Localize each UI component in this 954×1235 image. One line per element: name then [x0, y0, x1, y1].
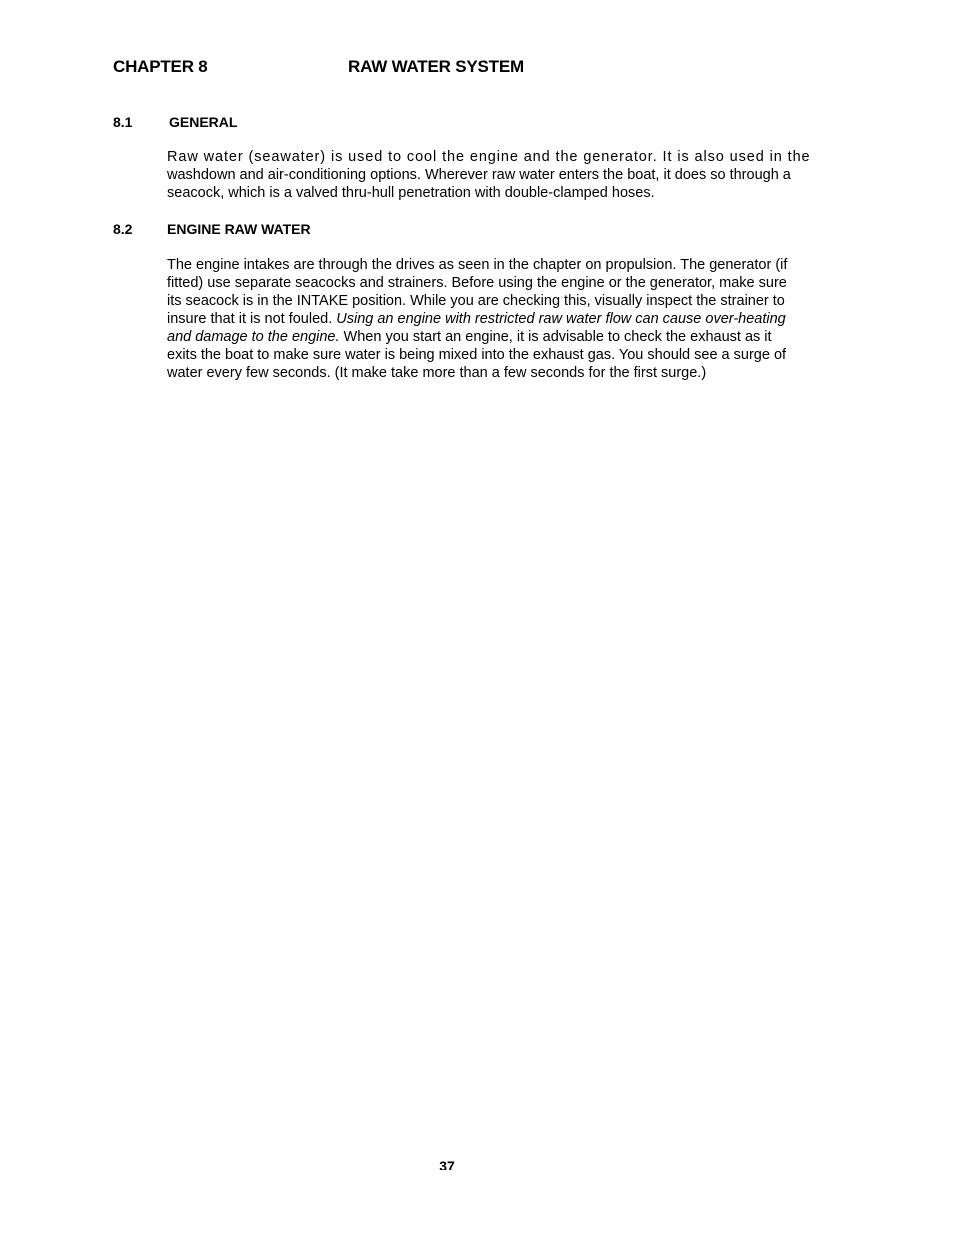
- section-8-2-number: 8.2: [113, 221, 133, 237]
- warning-text: Using an engine with restricted raw water flow can cause over-heating: [336, 311, 786, 327]
- paragraph-line: [167, 310, 831, 328]
- paragraph-line: Raw water (seawater) is used to cool the engine and the generator. It is also used in the: [167, 149, 811, 165]
- section-8-2-paragraph: [167, 256, 831, 382]
- section-8-1-number: 8.1: [113, 114, 133, 130]
- paragraph-line: fitted) use separate seacocks and strainers. Before using the engine or the generator, make sure: [167, 275, 787, 291]
- paragraph-line: [167, 328, 831, 346]
- section-8-1-paragraph: [167, 148, 831, 202]
- paragraph-text: insure that it is not fouled.: [167, 311, 337, 327]
- paragraph-line: The engine intakes are through the drives as seen in the chapter on propulsion. The generator (if: [167, 257, 788, 273]
- paragraph-text: When you start an engine, it is advisable to check the exhaust as it: [339, 329, 772, 345]
- page-number: 37: [439, 1158, 455, 1170]
- warning-text: and damage to the engine.: [167, 329, 340, 345]
- paragraph-line: water every few seconds. (It make take more than a few seconds for the first surge.): [167, 365, 707, 381]
- paragraph-line: washdown and air-conditioning options. Wherever raw water enters the boat, it does so through a: [167, 167, 791, 183]
- section-8-2-title: ENGINE RAW WATER: [167, 221, 311, 237]
- paragraph-line: exits the boat to make sure water is being mixed into the exhaust gas. You should see a surge of: [167, 347, 787, 363]
- paragraph-line: seacock, which is a valved thru-hull penetration with double-clamped hoses.: [167, 185, 655, 201]
- section-8-1-title: GENERAL: [169, 114, 238, 130]
- paragraph-line: its seacock is in the INTAKE position. While you are checking this, visually inspect the strainer to: [167, 293, 785, 309]
- chapter-number: CHAPTER 8: [113, 57, 208, 76]
- chapter-title: RAW WATER SYSTEM: [348, 57, 524, 76]
